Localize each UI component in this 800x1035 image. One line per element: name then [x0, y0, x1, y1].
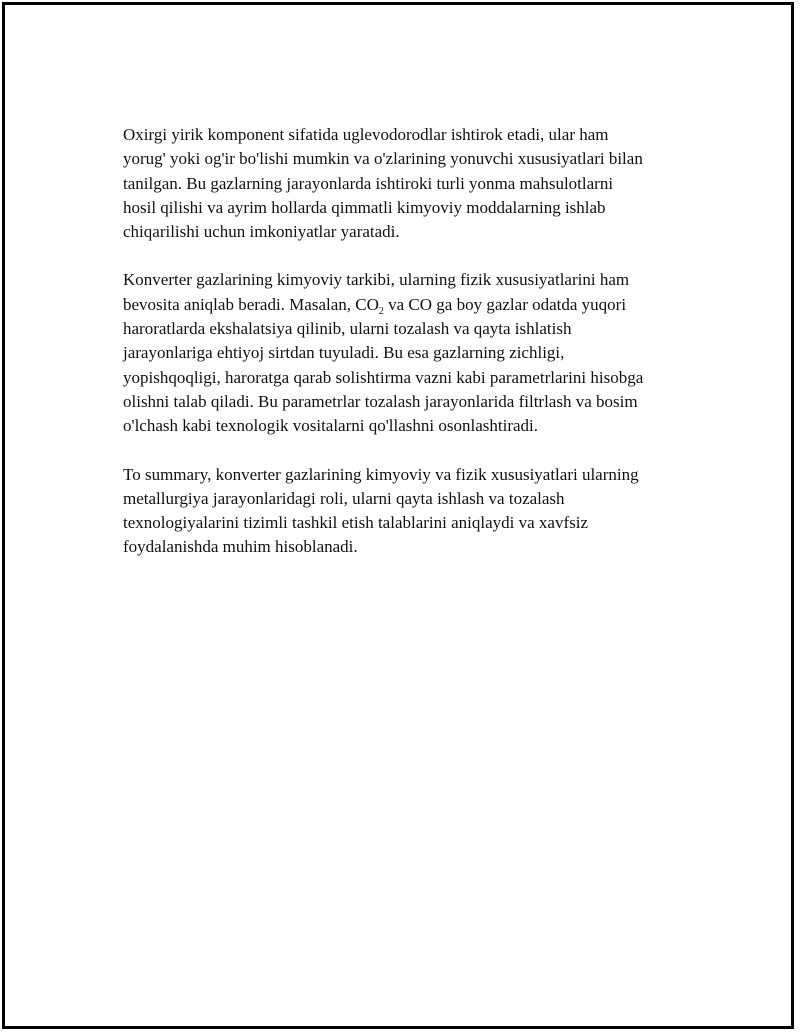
- paragraph-3: [123, 463, 698, 560]
- paragraph-1: [123, 123, 698, 244]
- paragraph-2-text-start: Konverter gazlarining kimyoviy tarkibi, ularning fizik xususiyatlarini ham bevosita aniqlab beradi. Masalan, CO: [123, 270, 630, 314]
- page-frame: [2, 2, 794, 1029]
- paragraph-2: [123, 268, 698, 438]
- paragraph-3-text: To summary, konverter gazlarining kimyoviy va fizik xususiyatlari ularning metallurgiya jarayonlaridagi roli, ularni qayta ishlash va tozalash texnologiyalarini tizimli tashkil etish talablarini aniqlaydi va xavfsiz foydalanishda muhim hisoblanadi.: [123, 464, 639, 557]
- co2-subscript: 2: [378, 305, 384, 317]
- document-body: [123, 123, 698, 584]
- paragraph-1-text: Oxirgi yirik komponent sifatida uglevodorodlar ishtirok etadi, ular ham yorug' yoki og'ir bo'lishi mumkin va o'zlarining yonuvchi xususiyatlari bilan tanilgan. Bu gazlarning jarayonlarda ishtiroki turli yonma mahsulotlarni hosil qilishi va ayrim hollarda qimmatli kimyoviy moddalarning ishlab chiqarilishi uchun imkoniyatlar yaratadi.: [123, 125, 643, 242]
- paragraph-2-text-end: va CO ga boy gazlar odatda yuqori haroratlarda ekshalatsiya qilinib, ularni tozalash va qayta ishlatish jarayonlariga ehtiyoj sirtdan tuyuladi. Bu esa gazlarning zichligi, yopishqoqligi, haroratga qarab solishtirma vazni kabi parametrlarini hisobga olishni talab qiladi. Bu parametrlar tozalash jarayonlarida filtrlash va bosim o'lchash kabi texnologik vositalarni qo'llashni osonlashtiradi.: [123, 294, 644, 436]
